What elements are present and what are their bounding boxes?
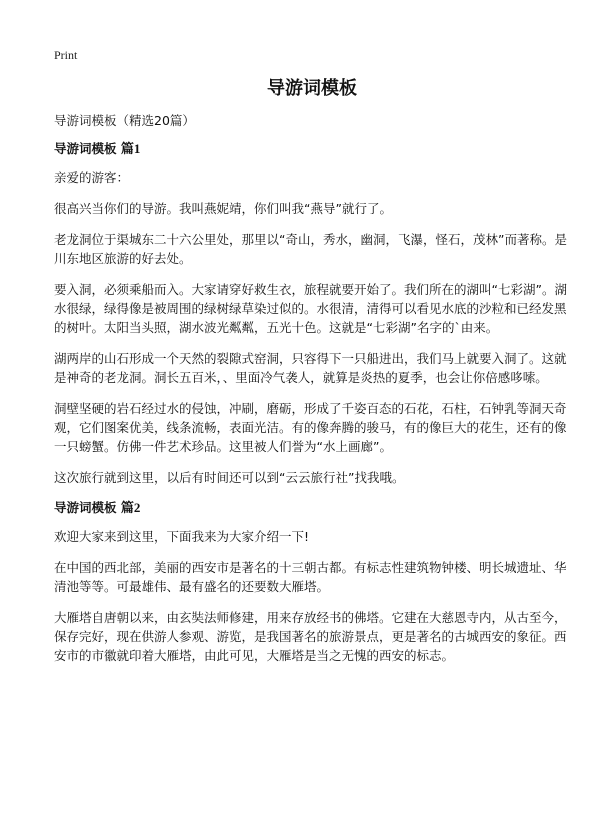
section-heading-2-text: 导游词模板 xyxy=(54,500,121,515)
print-link[interactable]: Print xyxy=(54,48,78,62)
paragraph: 要入洞，必须乘船而入。大家请穿好救生衣，旅程就要开始了。我们所在的湖叫“七彩湖”。湖水很绿，绿得像是被周围的绿树绿草染过似的。水很清，清得可以看见水底的沙粒和已经发黑的树叶。太阳当头照，湖水波光粼粼，五光十色。这就是“七彩湖”名字的`由来。 xyxy=(54,282,567,335)
section-heading-1-number: 篇1 xyxy=(120,141,141,156)
section-2 xyxy=(54,499,570,665)
paragraph: 欢迎大家来到这里，下面我来为大家介绍一下! xyxy=(54,529,310,544)
section-heading-1-text: 导游词模板 xyxy=(54,141,121,156)
paragraph: 这次旅行就到这里，以后有时间还可以到“云云旅行社”找我哦。 xyxy=(54,470,405,485)
paragraph: 大雁塔自唐朝以来，由玄奘法师修建，用来存放经书的佛塔。它建在大慈恩寺内，从古至今，保存完好，现在供游人参观、游览，是我国著名的旅游景点，更是著名的古城西安的象征。西安市的市徽就印着大雁塔，由此可见，大雁塔是当之无愧的西安的标志。 xyxy=(54,610,567,663)
paragraph: 在中国的西北部，美丽的西安市是著名的十三朝古都。有标志性建筑物钟楼、明长城遗址、华清池等等。可最雄伟、最有盛名的还要数大雁塔。 xyxy=(54,560,567,594)
paragraph: 亲爱的游客： xyxy=(54,170,130,185)
paragraph: 很高兴当你们的导游。我叫燕妮靖，你们叫我“燕导”就行了。 xyxy=(54,201,392,216)
document-subtitle: 导游词模板（精选20篇） xyxy=(54,113,195,128)
page-title: 导游词模板 xyxy=(267,78,357,99)
paragraph: 洞壁坚硬的岩石经过水的侵蚀，冲刷，磨砺，形成了千姿百态的石花，石柱，石钟乳等洞天奇观，它们图案优美，线条流畅，表面光洁。有的像奔腾的骏马，有的像巨大的花生，还有的像一只螃蟹。仿佛一件艺术珍品。这里被人们誉为“水上画廊”。 xyxy=(54,401,567,454)
paragraph: 湖两岸的山石形成一个天然的裂隙式窑洞，只容得下一只船进出，我们马上就要入洞了。这就是神奇的老龙洞。洞长五百米，、里面冷气袭人，就算是炎热的夏季，也会让你倍感哆嗦。 xyxy=(54,351,567,385)
section-heading-2-number: 篇2 xyxy=(120,500,141,515)
paragraph: 老龙洞位于渠城东二十六公里处，那里以“奇山，秀水，幽洞，飞瀑，怪石，茂林”而著称。是川东地区旅游的好去处。 xyxy=(54,232,567,266)
section-1 xyxy=(54,140,570,487)
section-heading-1 xyxy=(54,140,570,158)
section-heading-2 xyxy=(54,499,570,517)
